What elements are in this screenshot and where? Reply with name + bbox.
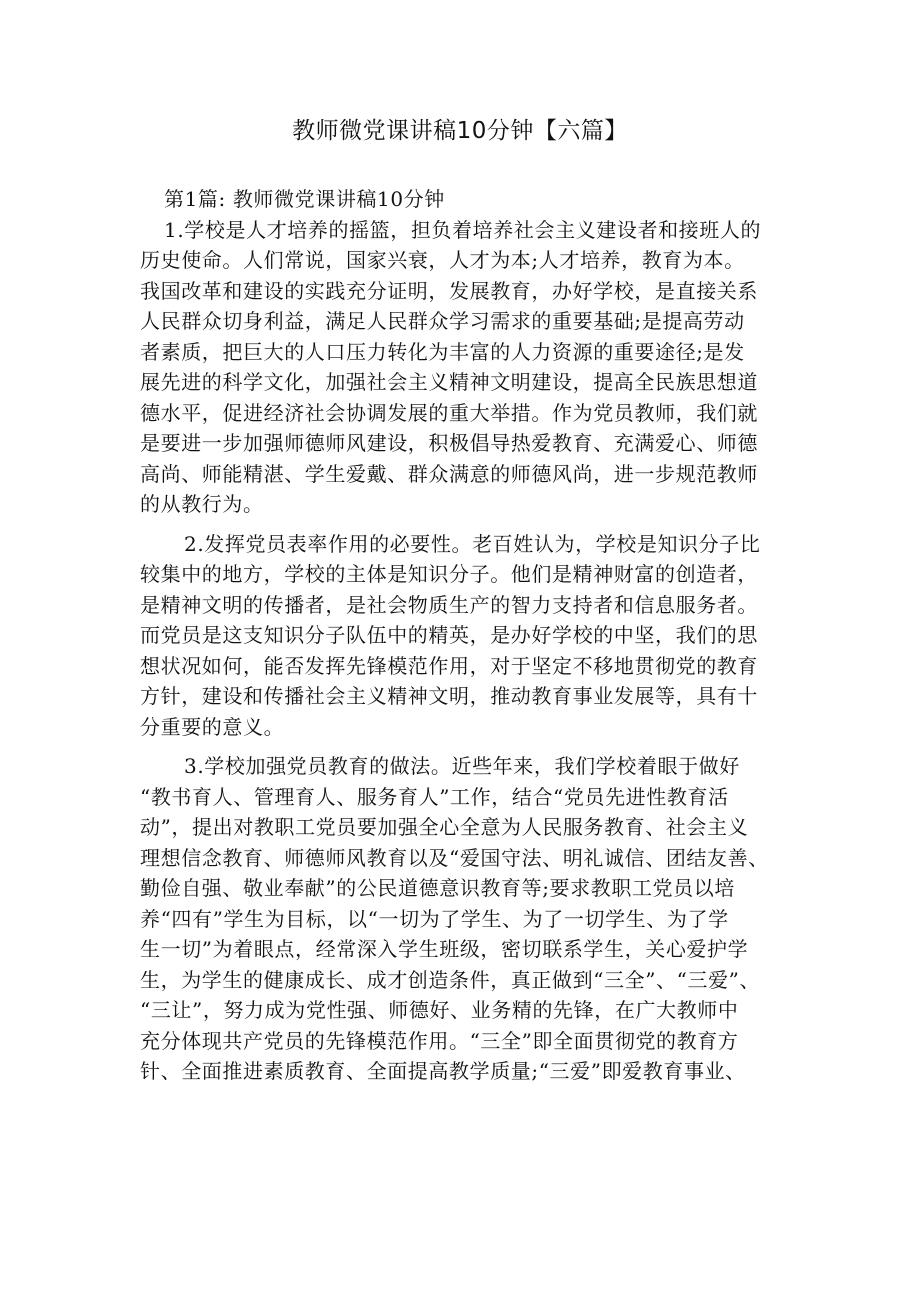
- text-line: 我国改革和建设的实践充分证明，发展教育，办好学校，是直接关系: [140, 278, 758, 303]
- document-body: [140, 184, 790, 1087]
- text-line: 者素质，把巨大的人口压力转化为丰富的人力资源的重要途径;是发: [140, 339, 745, 364]
- text-line: 生一切”为着眼点，经常深入学生班级，密切联系学生，关心爱护学: [140, 937, 749, 961]
- text-line: 勤俭自强、敬业奉献”的公民道德意识教育等;要求教职工党员以培: [140, 876, 735, 900]
- text-line: 是精神文明的传播者，是社会物质生产的智力支持者和信息服务者。: [140, 592, 758, 617]
- text-line: 理想信念教育、师德师风教育以及“爱国守法、明礼诚信、团结友善、: [140, 845, 769, 870]
- text-line: “三让”，努力成为党性强、师德好、业务精的先锋，在广大教师中: [140, 998, 739, 1022]
- text-line: 2.发挥党员表率作用的必要性。老百姓认为，学校是知识分子比: [184, 531, 761, 556]
- text-line: 针、全面推进素质教育、全面提高教学质量;“三爱”即爱教育事业、: [140, 1059, 746, 1083]
- text-line: 方针，建设和传播社会主义精神文明，推动教育事业发展等，具有十: [140, 684, 758, 708]
- text-line: 充分体现共产党员的先锋模范作用。“三全”即全面贯彻党的教育方: [140, 1028, 739, 1053]
- text-line: 分重要的意义。: [140, 714, 285, 739]
- text-line: 1.学校是人才培养的摇篮，担负着培养社会主义建设者和接班人的: [164, 217, 762, 242]
- paragraph-2: [140, 529, 790, 743]
- document-title: 教师微党课讲稿10分钟【六篇】: [292, 118, 628, 144]
- text-line: 3.学校加强党员教育的做法。近些年来，我们学校着眼于做好: [184, 754, 740, 778]
- text-line: 历史使命。人们常说，国家兴衰，人才为本;人才培养，教育为本。: [140, 248, 745, 272]
- text-line: 想状况如何，能否发挥先锋模范作用，对于坚定不移地贯彻党的教育: [140, 653, 758, 678]
- text-line: 高尚、师能精湛、学生爱戴、群众满意的师德风尚，进一步规范教师: [140, 461, 758, 486]
- text-line: 是要进一步加强师德师风建设，积极倡导热爱教育、充满爱心、师德: [140, 431, 758, 455]
- text-line: 养“四有”学生为目标，以“一切为了学生、为了一切学生、为了学: [140, 906, 729, 931]
- paragraph-1: [140, 215, 790, 520]
- text-line: 较集中的地方，学校的主体是知识分子。他们是精神财富的创造者，: [140, 562, 758, 586]
- paragraph-3: [140, 751, 790, 1087]
- section-heading: 第1篇: 教师微党课讲稿10分钟: [164, 187, 445, 211]
- text-line: 展先进的科学文化，加强社会主义精神文明建设，提高全民族思想道: [140, 370, 758, 394]
- text-line: “教书育人、管理育人、服务育人”工作，结合“党员先进性教育活: [140, 784, 729, 809]
- text-line: 动”，提出对教职工党员要加强全心全意为人民服务教育、社会主义: [140, 815, 749, 839]
- text-line: 生，为学生的健康成长、成才创造条件，真正做到“三全”、“三爱”、: [140, 967, 761, 992]
- text-line: 德水平，促进经济社会协调发展的重大举措。作为党员教师，我们就: [140, 400, 758, 425]
- text-line: 人民群众切身利益，满足人民群众学习需求的重要基础;是提高劳动: [140, 309, 745, 333]
- text-line: 的从教行为。: [140, 492, 264, 516]
- text-line: 而党员是这支知识分子队伍中的精英，是办好学校的中坚，我们的思: [140, 623, 758, 647]
